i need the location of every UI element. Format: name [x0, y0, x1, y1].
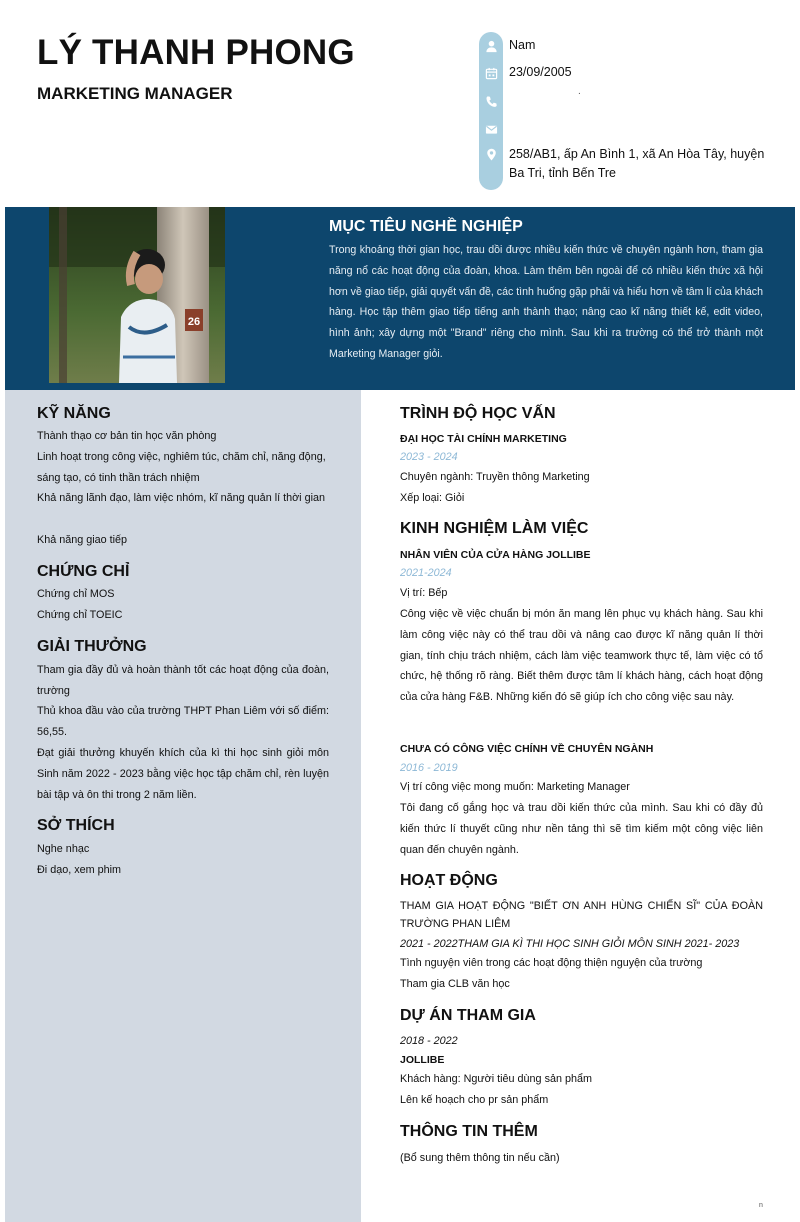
award-item: Đạt giải thưởng khuyến khích của kì thi học sinh giỏi môn Sinh năm 2022 - 2023 bằng việc học tập chăm chỉ, rèn luyện bài tập và ôn thi trong 2 năm liền. — [37, 747, 329, 801]
extra-info-text: (Bổ sung thêm thông tin nếu cần) — [400, 1152, 560, 1164]
activity-period-line: 2021 - 2022THAM GIA KÌ THI HỌC SINH GIỎI MÔN SINH 2021- 2023 — [400, 938, 740, 950]
extra-info-title: THÔNG TIN THÊM — [400, 1123, 538, 1140]
phone-placeholder-mark: . — [578, 86, 581, 97]
skill-item: Khả năng giao tiếp — [37, 534, 128, 546]
project-item: Khách hàng: Người tiêu dùng sản phẩm — [400, 1073, 592, 1085]
activities-title: HOẠT ĐỘNG — [400, 872, 498, 889]
education-major: Chuyên ngành: Truyền thông Marketing — [400, 471, 590, 483]
dob-text: 23/09/2005 — [509, 65, 572, 79]
education-rank: Xếp loại: Giỏi — [400, 492, 465, 504]
education-title: TRÌNH ĐỘ HỌC VẤN — [400, 405, 556, 422]
project-item: Lên kế hoạch cho pr sản phẩm — [400, 1094, 549, 1106]
skill-item: Linh hoạt trong công việc, nghiêm túc, chăm chỉ, năng động, sáng tạo, có tinh thần trách nhiệm — [37, 451, 326, 484]
hobby-item: Đi dạo, xem phim — [37, 864, 122, 876]
gender-text: Nam — [509, 38, 536, 52]
calendar-icon — [484, 66, 498, 80]
address-text: 258/AB1, ấp An Bình 1, xã An Hòa Tây, huyện Ba Tri, tỉnh Bến Tre — [509, 147, 765, 180]
phone-icon — [484, 94, 498, 108]
skills-title: KỸ NĂNG — [37, 405, 111, 422]
job-position: Vị trí: Bếp — [400, 587, 448, 599]
certificate-item: Chứng chỉ TOEIC — [37, 609, 123, 621]
education-period: 2023 - 2024 — [400, 451, 458, 463]
certificates-title: CHỨNG CHỈ — [37, 563, 130, 580]
activity-heading: THAM GIA HOẠT ĐỘNG "BIẾT ƠN ANH HÙNG CHIẾN SĨ" CỦA ĐOÀN TRƯỜNG PHAN LIÊM — [400, 900, 763, 930]
awards-title: GIẢI THƯỞNG — [37, 638, 147, 655]
svg-text:26: 26 — [187, 316, 201, 328]
objective-title: MỤC TIÊU NGHỀ NGHIỆP — [329, 218, 523, 235]
experience-title: KINH NGHIỆM LÀM VIỆC — [400, 520, 589, 537]
project-period: 2018 - 2022 — [400, 1035, 458, 1047]
hobby-item: Nghe nhạc — [37, 843, 90, 855]
profile-photo — [49, 207, 225, 383]
job-period: 2016 - 2019 — [400, 762, 458, 774]
skill-item: Khả năng lãnh đạo, làm việc nhóm, kĩ năng quản lí thời gian — [37, 492, 325, 504]
candidate-name: LÝ THANH PHONG — [37, 33, 355, 72]
location-icon — [484, 147, 498, 161]
job-period: 2021-2024 — [400, 567, 452, 579]
candidate-role: MARKETING MANAGER — [37, 84, 233, 103]
objective-text: Trong khoảng thời gian học, trau dồi được nhiều kiến thức về chuyên ngành hơn, tham gia năng nổ các hoạt động của đoàn, khoa. Làm thêm bên ngoài để có nhiều kiến thức xã hội hơn về giao tiếp, giải quyết vấn đề, các tình huống gặp phải và hiểu hơn về tâm lí của khách hàng. Học tập thêm giao tiếp tiếng anh thành thạo; nâng cao kĩ năng thiết kế, edit video, hình ảnh; xây dựng một "Brand" riêng cho mình. Sau khi ra trường có thể trở thành một Marketing Manager giỏi. — [329, 244, 763, 360]
page-mark: n — [759, 1202, 763, 1209]
skill-item: Thành thạo cơ bản tin học văn phòng — [37, 430, 217, 442]
certificate-item: Chứng chỉ MOS — [37, 588, 115, 600]
person-icon — [484, 39, 498, 53]
job-company: CHƯA CÓ CÔNG VIỆC CHÍNH VỀ CHUYÊN NGÀNH — [400, 743, 654, 755]
job-position: Vị trí công việc mong muốn: Marketing Manager — [400, 781, 630, 793]
activity-item: Tình nguyện viên trong các hoạt động thiện nguyện của trường — [400, 957, 703, 969]
activity-item: Tham gia CLB văn học — [400, 978, 510, 990]
left-column — [5, 390, 361, 1222]
job-company: NHÂN VIÊN CỦA CỬA HÀNG JOLLIBE — [400, 549, 591, 561]
hobbies-title: SỞ THÍCH — [37, 817, 115, 834]
mail-icon — [484, 122, 498, 136]
projects-title: DỰ ÁN THAM GIA — [400, 1007, 536, 1024]
contact-icon-bar — [479, 32, 503, 190]
award-item: Tham gia đầy đủ và hoàn thành tốt các hoạt động của đoàn, trường — [37, 664, 329, 697]
project-name: JOLLIBE — [400, 1054, 445, 1066]
job-description: Công việc về việc chuẩn bị món ăn mang lên phục vụ khách hàng. Sau khi làm công việc này có thể trau dồi và nâng cao được kĩ năng quản lí thời gian, tính chịu trách nhiệm, cách làm việc teamwork thực tế, làm việc có tổ chức, hệ thống rõ ràng. Biết thêm được tâm lí khách hàng, cách hoạt động của cửa hàng F&B. Những kiến đó sẽ giúp ích cho công việc sau này. — [400, 608, 763, 704]
award-item: Thủ khoa đầu vào của trường THPT Phan Liêm với số điểm: 56,55. — [37, 705, 329, 738]
job-description: Tôi đang cố gắng học và trau dồi kiến thức của mình. Sau khi có đầy đủ kiến thức lí thuyết cũng như nền tảng thì sẽ tìm kiếm một công việc liên quan đến chuyên ngành. — [400, 802, 763, 856]
education-school: ĐẠI HỌC TÀI CHÍNH MARKETING — [400, 433, 567, 445]
